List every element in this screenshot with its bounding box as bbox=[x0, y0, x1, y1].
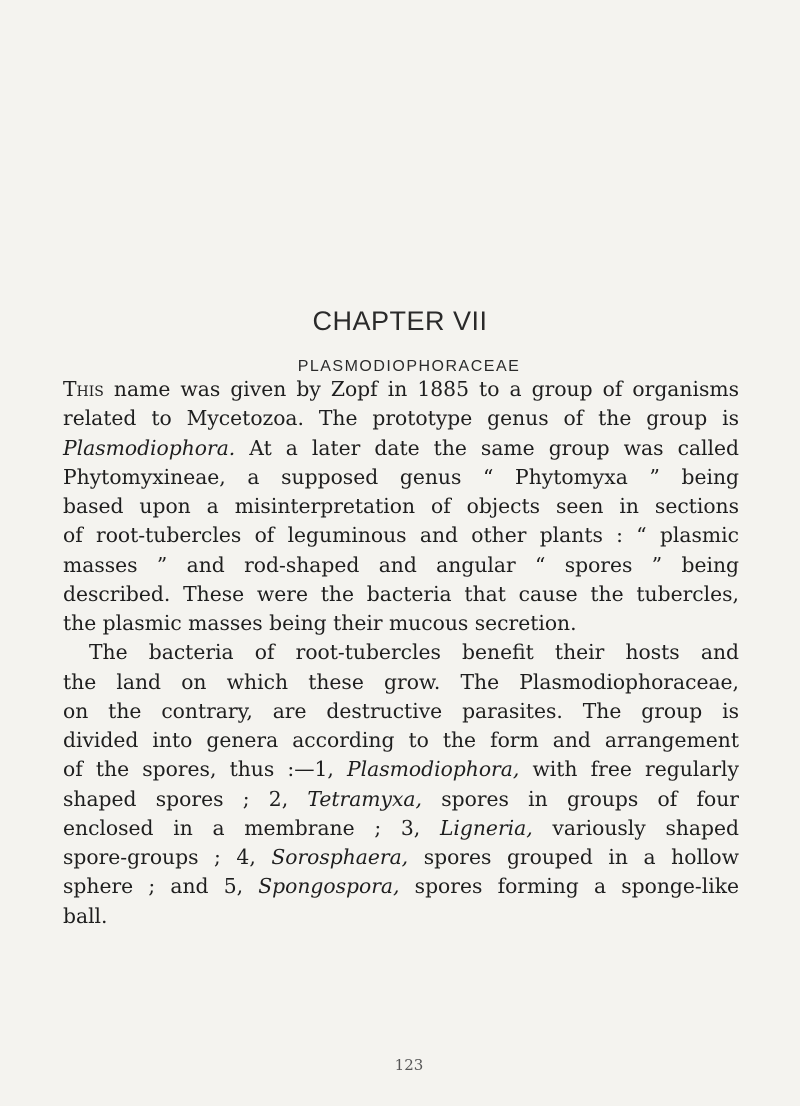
text-line: The bacteria of root-tubercles benefit their hosts and bbox=[89, 640, 739, 665]
body-text bbox=[63, 375, 739, 931]
text-line: masses ” and rod-shaped and angular “ spores ” being bbox=[63, 552, 739, 577]
text-line: Plasmodiophora. At a later date the same group was called bbox=[63, 435, 739, 460]
text-line: Phytomyxineae, a supposed genus “ Phytomyxa ” being bbox=[63, 464, 739, 489]
genus-name: Spongospora, bbox=[258, 874, 400, 899]
genus-name: Ligneria, bbox=[439, 815, 533, 840]
text-line: based upon a misinterpretation of objects seen in sections bbox=[63, 494, 739, 518]
genus-name: Plasmodiophora, bbox=[347, 757, 520, 782]
genus-name: Sorosphaera, bbox=[271, 845, 409, 869]
text-line: described. These were the bacteria that cause the tubercles, bbox=[63, 581, 739, 606]
text-line: of the spores, thus :—1, Plasmodiophora, with free regularly bbox=[63, 757, 739, 782]
text-line: the plasmic masses being their mucous secretion. bbox=[63, 611, 577, 635]
text-line: sphere ; and 5, Spongospora, spores forming a sponge-like bbox=[63, 874, 740, 899]
text-line: spore-groups ; 4, Sorosphaera, spores grouped in a hollow bbox=[63, 845, 739, 869]
chapter-heading: CHAPTER VII bbox=[312, 306, 488, 336]
text-line: on the contrary, are destructive parasites. The group is bbox=[63, 698, 739, 723]
genus-name: Tetramyxa, bbox=[307, 786, 422, 811]
section-title: PLASMODIOPHORACEAE bbox=[297, 358, 521, 375]
text-line: shaped spores ; 2, Tetramyxa, spores in groups of four bbox=[63, 786, 739, 811]
text-line: related to Mycetozoa. The prototype genus of the group is bbox=[63, 406, 739, 431]
text-line: of root-tubercles of leguminous and other plants : “ plasmic bbox=[63, 523, 739, 548]
text-line: divided into genera according to the form and arrangement bbox=[63, 728, 739, 752]
text-line: enclosed in a membrane ; 3, Ligneria, variously shaped bbox=[63, 815, 739, 840]
text-line: the land on which these grow. The Plasmodiophoraceae, bbox=[63, 669, 739, 694]
text-line: This name was given by Zopf in 1885 to a group of organisms bbox=[63, 377, 739, 401]
text-line: ball. bbox=[63, 903, 108, 928]
page-number: 123 bbox=[394, 1056, 424, 1074]
opening-word: This bbox=[63, 377, 104, 401]
genus-name: Plasmodiophora. bbox=[63, 435, 236, 460]
